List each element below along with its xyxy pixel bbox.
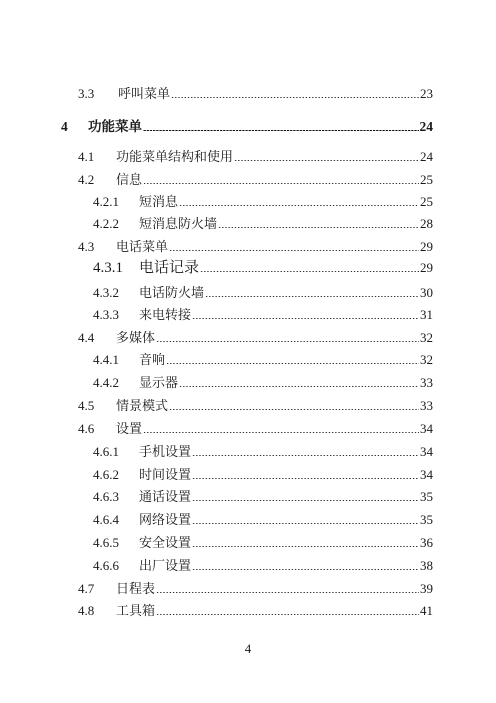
dot-leader (192, 523, 419, 524)
toc-entry-title: 日程表 (116, 581, 156, 596)
toc-entry-title: 工具箱 (116, 603, 156, 618)
toc-entry-page: 23 (420, 86, 433, 101)
toc-entry[interactable] (93, 307, 433, 323)
toc-entry-number: 4.5 (78, 398, 95, 413)
dot-leader (192, 455, 419, 456)
toc-entry[interactable] (93, 489, 433, 505)
toc-entry-title: 网络设置 (139, 512, 192, 527)
toc-entry-page: 33 (420, 375, 433, 390)
toc-entry-page: 25 (420, 194, 433, 209)
toc-entry-number: 4.6 (78, 421, 95, 436)
toc-entry-title: 安全设置 (139, 535, 192, 550)
toc-entry[interactable] (93, 260, 433, 276)
toc-entry-page: 35 (420, 489, 433, 504)
toc-entry-page: 39 (420, 581, 433, 596)
dot-leader (192, 546, 419, 547)
toc-entry-number: 4.4 (78, 330, 95, 345)
toc-entry-page: 33 (420, 398, 433, 413)
toc-entry-page: 24 (420, 149, 433, 164)
toc-entry-title: 短消息 (139, 194, 179, 209)
toc-entry-number: 3.3 (78, 86, 95, 101)
toc-entry-page: 25 (420, 172, 433, 187)
toc-entry-page: 31 (420, 307, 433, 322)
toc-entry-number: 4.1 (78, 149, 95, 164)
toc-entry-page: 36 (420, 535, 433, 550)
toc-entry-page: 29 (420, 260, 433, 275)
dot-leader (169, 409, 419, 410)
toc-entry-number: 4.3.3 (93, 307, 119, 322)
dot-leader (179, 386, 419, 387)
toc-entry[interactable] (93, 535, 433, 551)
toc-entry[interactable] (78, 421, 433, 437)
toc-entry-number: 4.4.2 (93, 375, 119, 390)
toc-entry-title: 信息 (116, 172, 143, 187)
toc-entry-title: 手机设置 (139, 444, 192, 459)
toc-entry[interactable] (78, 149, 433, 165)
toc-entry-title: 音响 (139, 352, 166, 367)
toc-entry-page: 34 (420, 421, 433, 436)
toc-entry-number: 4.8 (78, 603, 95, 618)
toc-entry-page: 28 (420, 216, 433, 231)
toc-entry-number: 4.3.2 (93, 285, 119, 300)
toc-entry-number: 4.4.1 (93, 352, 119, 367)
toc-entry[interactable] (78, 603, 433, 619)
toc-entry[interactable] (93, 467, 433, 483)
toc-entry-title: 来电转接 (139, 307, 192, 322)
toc-entry[interactable] (93, 194, 433, 210)
toc-entry[interactable] (78, 398, 433, 414)
toc-entry-number: 4.3.1 (93, 260, 123, 276)
dot-leader (171, 97, 419, 98)
toc-entry[interactable] (78, 581, 433, 597)
toc-entry-number: 4.6.5 (93, 535, 119, 550)
dot-leader (169, 250, 419, 251)
toc-entry-number: 4.2.2 (93, 216, 119, 231)
toc-entry-page: 24 (419, 119, 433, 134)
page-number: 4 (244, 641, 252, 656)
toc-entry-number: 4.6.3 (93, 489, 119, 504)
toc-entry-page: 29 (420, 239, 433, 254)
toc-entry-title: 功能菜单 (88, 119, 142, 134)
dot-leader (143, 432, 419, 433)
toc-entry[interactable] (78, 86, 433, 102)
toc-entry-title: 电话防火墙 (139, 285, 205, 300)
toc-entry-number: 4.6.2 (93, 467, 119, 482)
dot-leader (192, 318, 419, 319)
toc-entry-title: 电话菜单 (116, 239, 169, 254)
toc-entry-number: 4 (61, 119, 68, 134)
toc-entry-page: 32 (420, 330, 433, 345)
toc-entry-title: 通话设置 (139, 489, 192, 504)
dot-leader (192, 478, 419, 479)
toc-entry-number: 4.3 (78, 239, 95, 254)
dot-leader (200, 271, 419, 272)
toc-entry-number: 4.7 (78, 581, 95, 596)
toc-entry[interactable] (93, 216, 433, 232)
toc-entry[interactable] (61, 119, 433, 135)
toc-entry[interactable] (93, 285, 433, 301)
toc-entry-title: 设置 (116, 421, 143, 436)
toc-entry-page: 32 (420, 352, 433, 367)
dot-leader (234, 160, 419, 161)
dot-leader (156, 341, 419, 342)
toc-entry-title: 电话记录 (139, 260, 200, 276)
toc-entry[interactable] (78, 239, 433, 255)
toc-entry-title: 出厂设置 (139, 558, 192, 573)
toc-entry[interactable] (78, 172, 433, 188)
toc-entry-title: 时间设置 (139, 467, 192, 482)
toc-entry[interactable] (93, 512, 433, 528)
dot-leader (166, 363, 419, 364)
toc-entry[interactable] (93, 352, 433, 368)
toc-entry-number: 4.6.1 (93, 444, 119, 459)
toc-entry-title: 情景模式 (116, 398, 169, 413)
toc-entry-page: 35 (420, 512, 433, 527)
toc-entry-number: 4.2.1 (93, 194, 119, 209)
dot-leader (218, 227, 419, 228)
toc-entry-title: 多媒体 (116, 330, 156, 345)
dot-leader (156, 614, 419, 615)
dot-leader (205, 296, 419, 297)
toc-entry-title: 呼叫菜单 (118, 86, 171, 101)
toc-entry-page: 34 (420, 467, 433, 482)
toc-entry-title: 功能菜单结构和使用 (116, 149, 234, 164)
dot-leader (179, 205, 419, 206)
toc-entry-title: 显示器 (139, 375, 179, 390)
toc-entry[interactable] (93, 375, 433, 391)
toc-entry[interactable] (93, 444, 433, 460)
dot-leader (143, 130, 419, 131)
dot-leader (143, 183, 419, 184)
toc-entry-page: 41 (420, 603, 433, 618)
toc-entry-number: 4.6.6 (93, 558, 119, 573)
dot-leader (192, 500, 419, 501)
toc-entry-page: 38 (420, 558, 433, 573)
dot-leader (192, 569, 419, 570)
toc-entry-number: 4.6.4 (93, 512, 119, 527)
toc-entry-title: 短消息防火墙 (139, 216, 218, 231)
toc-entry-page: 30 (420, 285, 433, 300)
toc-entry[interactable] (93, 558, 433, 574)
toc-entry-number: 4.2 (78, 172, 95, 187)
toc-entry[interactable] (78, 330, 433, 346)
dot-leader (156, 592, 419, 593)
toc-entry-page: 34 (420, 444, 433, 459)
